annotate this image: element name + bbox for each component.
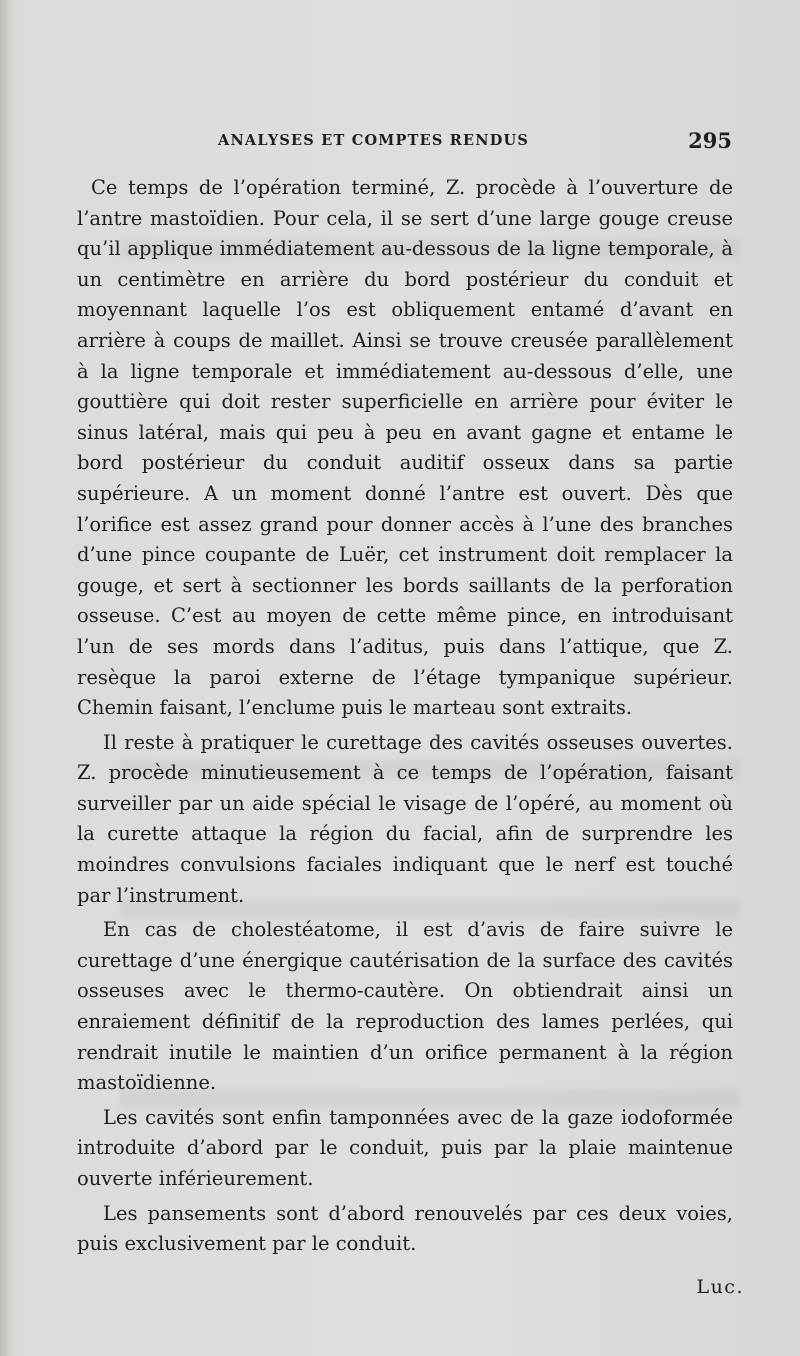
- page-number: 295: [688, 128, 732, 153]
- page-header: [0, 128, 800, 156]
- running-head: ANALYSES ET COMPTES RENDUS: [218, 132, 530, 149]
- paragraph: Ce temps de l’opération terminé, Z. procède à l’ouverture de l’antre mastoïdien. Pour cela, il se sert d’une large gouge creuse qu’il applique immédiatement au-dessous de la ligne temporale, à un centimètre en arrière du bord postérieur du conduit et moyennant laquelle l’os est obliquement entamé d’avant en arrière à coups de maillet. Ainsi se trouve creusée parallèlement à la ligne temporale et immédiatement au-dessous d’elle, une gouttière qui doit rester superficielle en arrière pour éviter le sinus latéral, mais qui peu à peu en avant gagne et entame le bord postérieur du conduit auditif osseux dans sa partie supérieure. A un moment donné l’antre est ouvert. Dès que l’orifice est assez grand pour donner accès à l’une des branches d’une pince coupante de Luër, cet instrument doit remplacer la gouge, et sert à sectionner les bords saillants de la perforation osseuse. C’est au moyen de cette même pince, en introduisant l’un de ses mords dans l’aditus, puis dans l’attique, que Z. resèque la paroi externe de l’étage tympanique supérieur. Chemin faisant, l’enclume puis le marteau sont extraits.: [77, 176, 733, 720]
- paragraph: En cas de cholestéatome, il est d’avis de faire suivre le curettage d’une énergique cautérisation de la surface des cavités osseuses avec le thermo-cautère. On obtiendrait ainsi un enraiement définitif de la reproduction des lames perlées, qui rendrait inutile le maintien d’un orifice permanent à la région mastoïdienne.: [77, 918, 733, 1095]
- paragraph: Les cavités sont enfin tamponnées avec de la gaze iodoformée introduite d’abord par le conduit, puis par la plaie maintenue ouverte inférieurement.: [77, 1105, 733, 1190]
- paragraph: Il reste à pratiquer le curettage des cavités osseuses ouvertes. Z. procède minutieusement à ce temps de l’opération, faisant surveiller par un aide spécial le visage de l’opéré, au moment où la curette attaque la région du facial, afin de surprendre les moindres convulsions faciales indiquant que le nerf est touché par l’instrument.: [77, 730, 733, 907]
- author-signature: Luc.: [696, 1276, 744, 1298]
- paragraph: Les pansements sont d’abord renouvelés par ces deux voies, puis exclusivement par le conduit.: [77, 1201, 733, 1256]
- page-edge-shadow: [0, 0, 10, 1356]
- body-text: [77, 173, 733, 1264]
